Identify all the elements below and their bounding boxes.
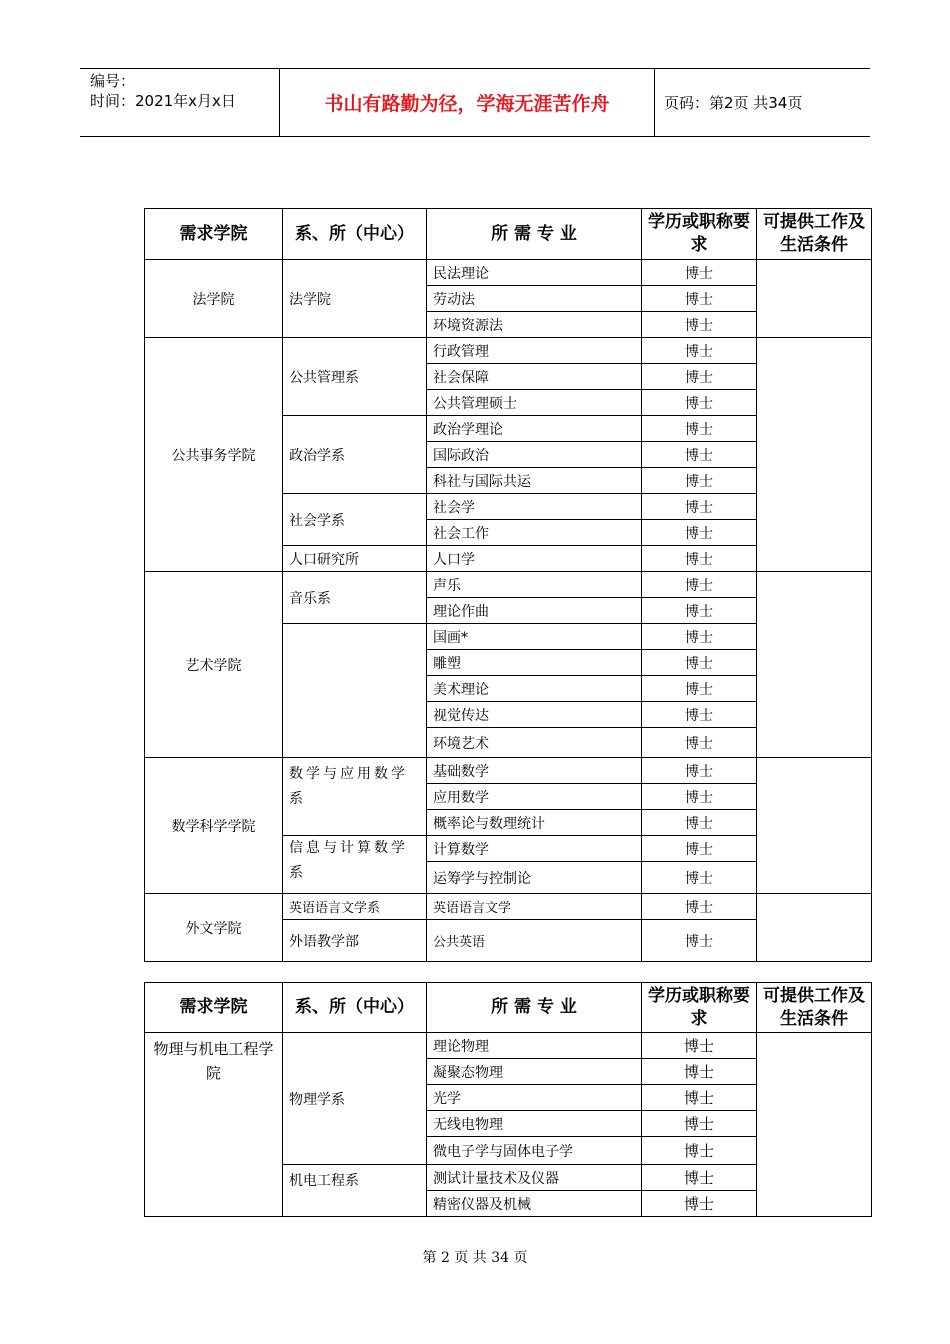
dept-cell: 信息与计算数学系 [283,836,427,894]
table-row [145,894,872,920]
major-cell: 理论物理 [427,1033,642,1059]
major-cell: 基础数学 [427,758,642,784]
college-cell: 外文学院 [145,894,283,962]
major-cell: 社会学 [427,494,642,520]
major-cell: 无线电物理 [427,1111,642,1137]
degree-cell: 博士 [642,468,757,494]
major-cell: 雕塑 [427,650,642,676]
degree-cell: 博士 [642,546,757,572]
degree-cell: 博士 [642,624,757,650]
dept-cell: 机电工程系 [283,1165,427,1217]
major-cell: 英语语言文学 [427,894,642,920]
dept-cell: 社会学系 [283,494,427,546]
number-label: 编号： [90,72,136,90]
degree-cell: 博士 [642,1137,757,1165]
degree-cell: 博士 [642,862,757,894]
major-cell: 概率论与数理统计 [427,810,642,836]
col-conditions: 可提供工作及生活条件 [757,209,872,260]
conditions-cell [757,758,872,894]
col-college: 需求学院 [145,983,283,1033]
dept-cell: 政治学系 [283,416,427,494]
dept-cell: 外语教学部 [283,920,427,962]
conditions-cell [757,894,872,962]
degree-cell: 博士 [642,920,757,962]
conditions-cell [757,338,872,572]
degree-cell: 博士 [642,520,757,546]
college-cell: 公共事务学院 [145,338,283,572]
col-conditions: 可提供工作及生活条件 [757,983,872,1033]
college-cell: 艺术学院 [145,572,283,758]
col-college: 需求学院 [145,209,283,260]
header-page: 页码：第2页 共34页 [664,94,803,112]
conditions-cell [757,572,872,758]
degree-cell: 博士 [642,728,757,758]
major-cell: 视觉传达 [427,702,642,728]
recruit-table-2 [144,982,872,1217]
degree-cell: 博士 [642,260,757,286]
page-header [80,68,870,137]
dept-cell [283,624,427,758]
degree-cell: 博士 [642,1191,757,1217]
major-cell: 应用数学 [427,784,642,810]
major-cell: 国际政治 [427,442,642,468]
degree-cell: 博士 [642,312,757,338]
col-dept: 系、所（中心） [283,983,427,1033]
degree-cell: 博士 [642,894,757,920]
table-row [145,572,872,598]
major-cell: 光学 [427,1085,642,1111]
major-cell: 环境艺术 [427,728,642,758]
major-cell: 凝聚态物理 [427,1059,642,1085]
college-cell: 物理与机电工程学院 [145,1033,283,1217]
major-cell: 环境资源法 [427,312,642,338]
college-cell: 法学院 [145,260,283,338]
degree-cell: 博士 [642,836,757,862]
major-cell: 公共英语 [427,920,642,962]
major-cell: 社会工作 [427,520,642,546]
degree-cell: 博士 [642,1033,757,1059]
conditions-cell [757,1033,872,1217]
degree-cell: 博士 [642,286,757,312]
dept-cell: 公共管理系 [283,338,427,416]
table-header-row [145,209,872,260]
major-cell: 理论作曲 [427,598,642,624]
col-major: 所 需 专 业 [427,983,642,1033]
dept-cell: 数学与应用数学系 [283,758,427,836]
degree-cell: 博士 [642,364,757,390]
major-cell: 计算数学 [427,836,642,862]
degree-cell: 博士 [642,784,757,810]
time-label: 时间：2021年x月x日 [90,92,236,110]
dept-cell: 人口研究所 [283,546,427,572]
degree-cell: 博士 [642,598,757,624]
major-cell: 社会保障 [427,364,642,390]
major-cell: 微电子学与固体电子学 [427,1137,642,1165]
major-cell: 国画* [427,624,642,650]
table-row [145,338,872,364]
major-cell: 声乐 [427,572,642,598]
degree-cell: 博士 [642,416,757,442]
degree-cell: 博士 [642,338,757,364]
degree-cell: 博士 [642,1085,757,1111]
dept-cell: 英语语言文学系 [283,894,427,920]
conditions-cell [757,260,872,338]
major-cell: 劳动法 [427,286,642,312]
major-cell: 公共管理硕士 [427,390,642,416]
table-row [145,1033,872,1059]
degree-cell: 博士 [642,572,757,598]
college-cell: 数学科学学院 [145,758,283,894]
dept-cell: 物理学系 [283,1033,427,1165]
table-row [145,758,872,784]
degree-cell: 博士 [642,1111,757,1137]
header-meta [80,69,280,136]
table-header-row [145,983,872,1033]
major-cell: 测试计量技术及仪器 [427,1165,642,1191]
dept-cell: 音乐系 [283,572,427,624]
dept-cell: 法学院 [283,260,427,338]
degree-cell: 博士 [642,390,757,416]
degree-cell: 博士 [642,442,757,468]
recruit-table-1 [144,208,872,962]
degree-cell: 博士 [642,810,757,836]
degree-cell: 博士 [642,1165,757,1191]
major-cell: 美术理论 [427,676,642,702]
degree-cell: 博士 [642,494,757,520]
header-motto: 书山有路勤为径，学海无涯苦作舟 [280,69,655,136]
major-cell: 行政管理 [427,338,642,364]
degree-cell: 博士 [642,650,757,676]
major-cell: 科社与国际共运 [427,468,642,494]
degree-cell: 博士 [642,676,757,702]
page-footer: 第 2 页 共 34 页 [422,1250,528,1266]
major-cell: 人口学 [427,546,642,572]
degree-cell: 博士 [642,758,757,784]
major-cell: 政治学理论 [427,416,642,442]
col-dept: 系、所（中心） [283,209,427,260]
col-degree: 学历或职称要求 [642,209,757,260]
degree-cell: 博士 [642,1059,757,1085]
col-major: 所 需 专 业 [427,209,642,260]
table-row [145,260,872,286]
degree-cell: 博士 [642,702,757,728]
major-cell: 精密仪器及机械 [427,1191,642,1217]
major-cell: 民法理论 [427,260,642,286]
major-cell: 运筹学与控制论 [427,862,642,894]
col-degree: 学历或职称要求 [642,983,757,1033]
